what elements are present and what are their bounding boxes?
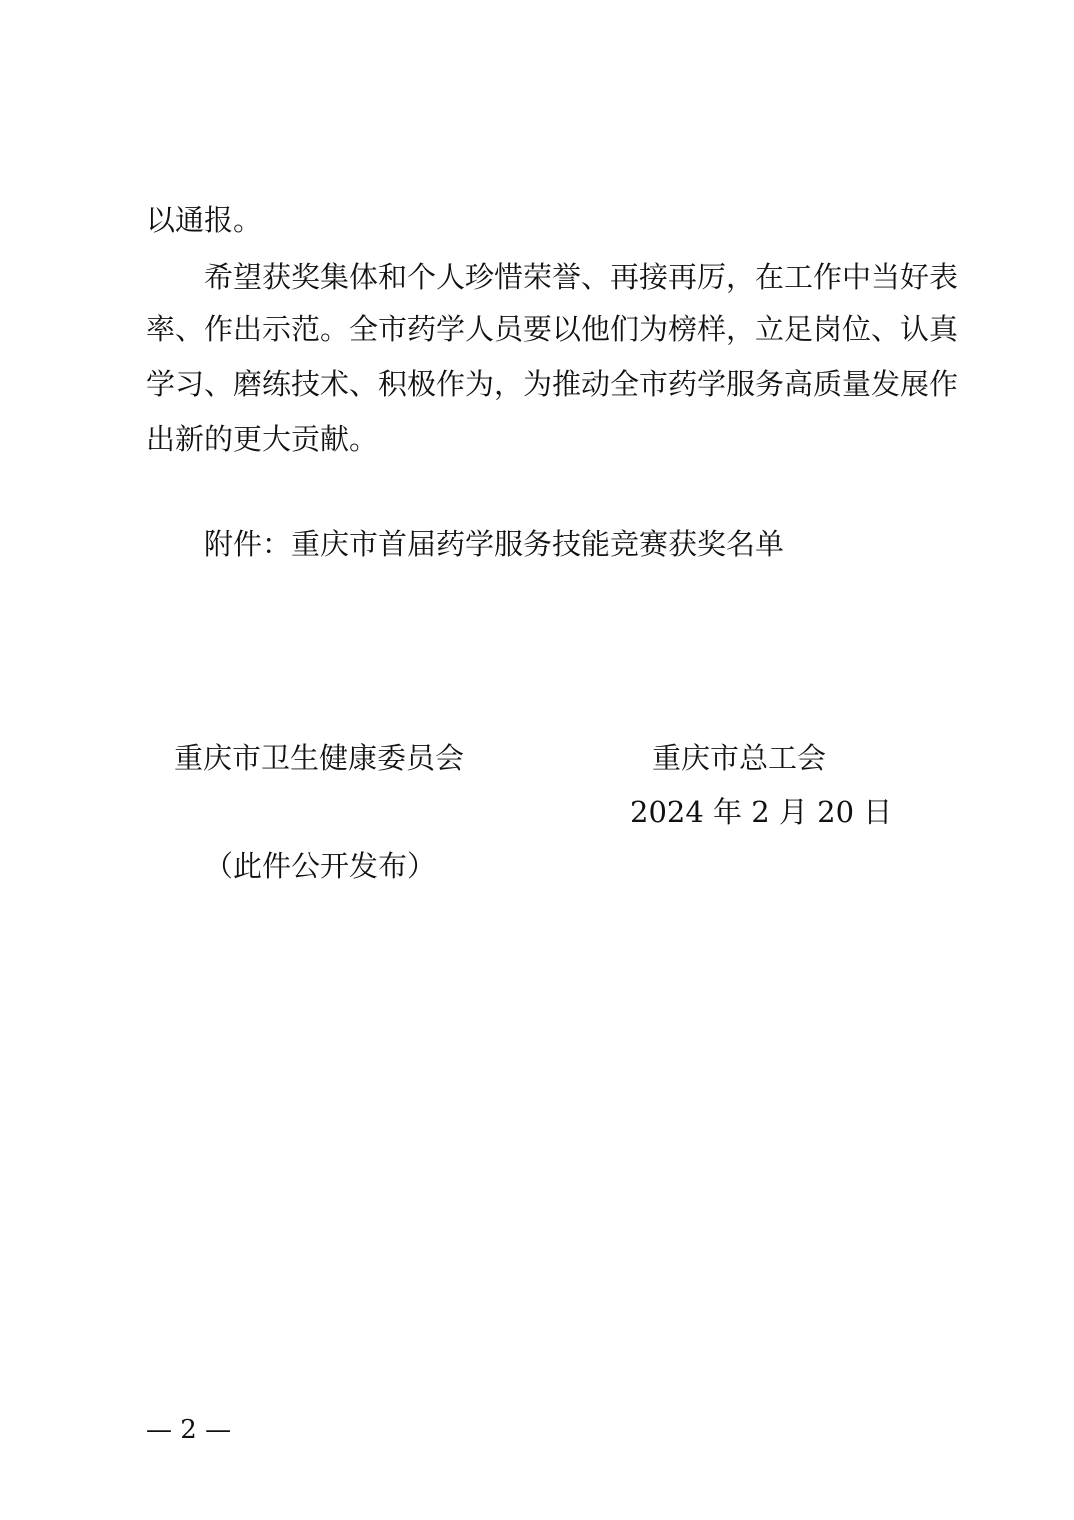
signature-org-right: 重庆市总工会 bbox=[652, 741, 827, 775]
body-line-1: 以通报。 bbox=[146, 203, 263, 237]
publication-note: （此件公开发布） bbox=[204, 849, 437, 883]
paragraph-line-3: 学习、磨练技术、积极作为，为推动全市药学服务高质量发展作 bbox=[146, 367, 959, 401]
page-number: — 2 — bbox=[146, 1415, 232, 1445]
signature-date: 2024 年 2 月 20 日 bbox=[630, 795, 893, 829]
attachment-line: 附件：重庆市首届药学服务技能竞赛获奖名单 bbox=[204, 527, 785, 561]
paragraph-line-4: 出新的更大贡献。 bbox=[146, 422, 379, 456]
paragraph-line-1: 希望获奖集体和个人珍惜荣誉、再接再厉，在工作中当好表 bbox=[204, 260, 959, 294]
signature-org-left: 重庆市卫生健康委员会 bbox=[174, 741, 465, 775]
paragraph-line-2: 率、作出示范。全市药学人员要以他们为榜样，立足岗位、认真 bbox=[146, 312, 959, 346]
